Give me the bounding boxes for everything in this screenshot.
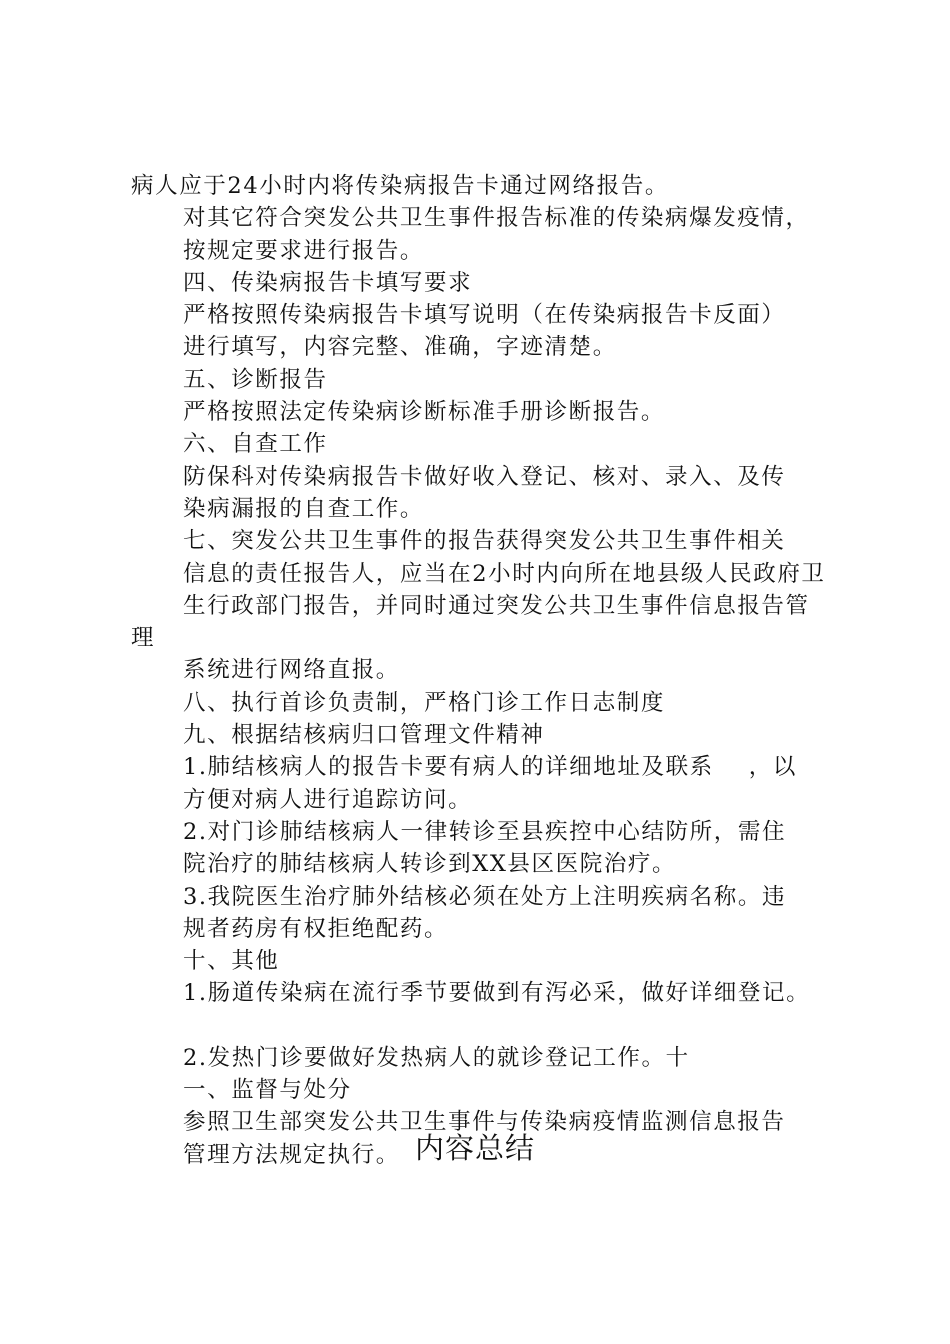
paragraph-line: 进行填写，内容完整、准确，字迹清楚。 (183, 334, 617, 361)
paragraph-line: 院治疗的肺结核病人转诊到XX县区医院治疗。 (183, 851, 677, 878)
summary-heading: 内容总结 (414, 1131, 535, 1165)
body-paragraph (131, 719, 831, 751)
body-paragraph (131, 267, 831, 299)
paragraph-line: 参照卫生部突发公共卫生事件与传染病疫情监测信息报告 (183, 1109, 786, 1136)
document-body (131, 170, 831, 1171)
paragraph-gap (131, 1010, 831, 1042)
paragraph-line: 系统进行网络直报。 (183, 657, 400, 684)
paragraph-line: 五、诊断报告 (183, 366, 328, 393)
body-paragraph (131, 428, 831, 460)
paragraph-line: 四、传染病报告卡填写要求 (183, 269, 473, 296)
body-paragraph (131, 364, 831, 396)
body-paragraph (131, 1042, 831, 1074)
body-paragraph (131, 977, 831, 1009)
paragraph-line: 1.肠道传染病在流行季节要做到有泻必采，做好详细登记。 (183, 980, 811, 1007)
paragraph-line: 按规定要求进行报告。 (183, 237, 425, 264)
body-paragraph (131, 881, 831, 946)
body-paragraph (131, 461, 831, 526)
paragraph-line: 七、突发公共卫生事件的报告获得突发公共卫生事件相关 (183, 528, 786, 555)
paragraph-line: 1.肺结核病人的报告卡要有病人的详细地址及联系 ，以 (183, 754, 797, 781)
paragraph-line: 防保科对传染病报告卡做好收入登记、核对、录入、及传 (183, 463, 786, 490)
paragraph-line: 方便对病人进行追踪访问。 (183, 786, 473, 813)
body-paragraph (131, 687, 831, 719)
paragraph-line: 九、根据结核病归口管理文件精神 (183, 722, 545, 749)
paragraph-line: 规者药房有权拒绝配药。 (183, 915, 449, 942)
body-paragraph (131, 170, 831, 202)
body-paragraph (131, 299, 831, 364)
paragraph-line: 严格按照传染病报告卡填写说明（在传染病报告卡反面） (183, 302, 786, 329)
paragraph-line: 管理方法规定执行。 (183, 1141, 400, 1168)
body-paragraph (131, 396, 831, 428)
paragraph-line: 严格按照法定传染病诊断标准手册诊断报告。 (183, 399, 666, 426)
paragraph-line: 2.对门诊肺结核病人一律转诊至县疾控中心结防所，需住 (183, 818, 787, 845)
paragraph-line: 2.发热门诊要做好发热病人的就诊登记工作。十 (183, 1044, 690, 1071)
paragraph-line: 八、执行首诊负责制，严格门诊工作日志制度 (183, 689, 666, 716)
paragraph-line: 3.我院医生治疗肺外结核必须在处方上注明疾病名称。违 (183, 883, 787, 910)
paragraph-line: 生行政部门报告，并同时通过突发公共卫生事件信息报告管理 (131, 592, 810, 652)
paragraph-line: 对其它符合突发公共卫生事件报告标准的传染病爆发疫情， (183, 205, 810, 232)
body-paragraph (131, 945, 831, 977)
paragraph-line: 十、其他 (183, 948, 280, 975)
paragraph-line: 六、自查工作 (183, 431, 328, 458)
paragraph-line: 一、监督与处分 (183, 1077, 352, 1104)
body-paragraph (131, 751, 831, 816)
body-paragraph (131, 202, 831, 267)
paragraph-line: 病人应于24小时内将传染病报告卡通过网络报告。 (131, 173, 669, 199)
body-paragraph (131, 525, 831, 686)
body-paragraph (131, 816, 831, 881)
body-paragraph (131, 1074, 831, 1106)
paragraph-line: 染病漏报的自查工作。 (183, 495, 425, 522)
paragraph-line: 信息的责任报告人，应当在2小时内向所在地县级人民政府卫 (183, 560, 826, 587)
